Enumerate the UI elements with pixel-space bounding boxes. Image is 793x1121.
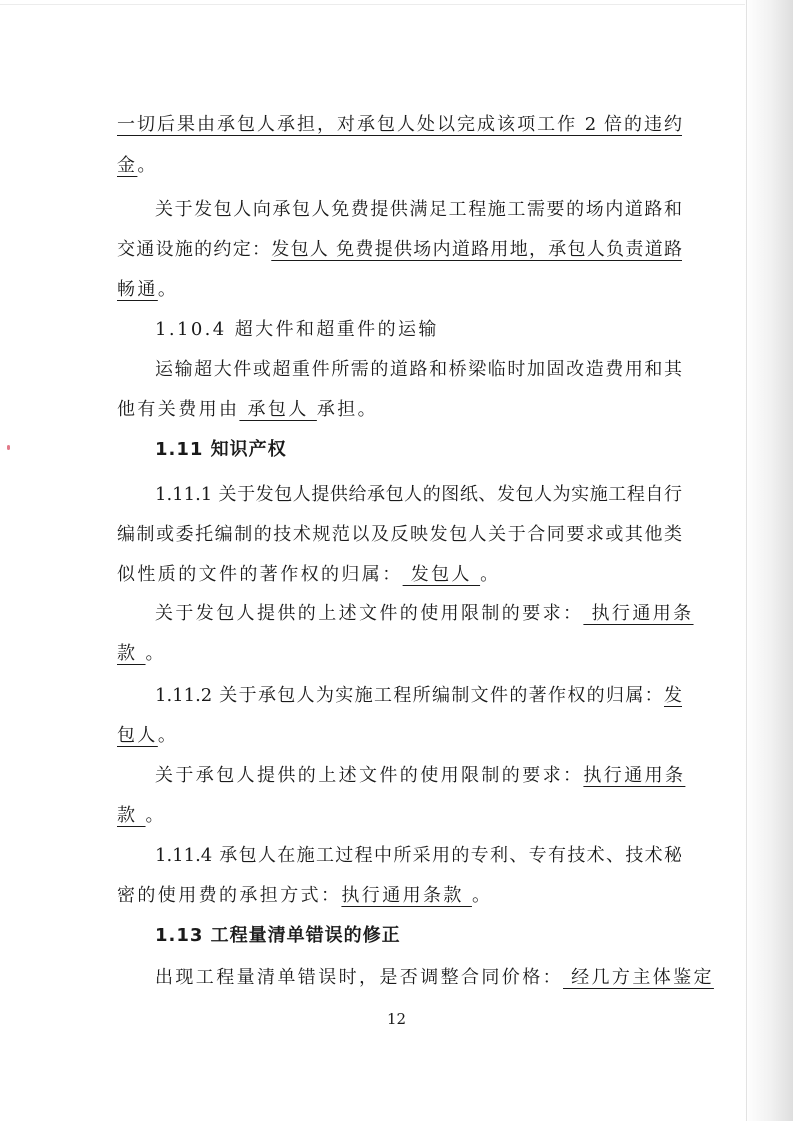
scan-edge-line [746, 0, 747, 1121]
body-line: 畅通。 [117, 279, 179, 300]
body-line: 密的使用费的承担方式：执行通用条款 。 [117, 885, 493, 906]
body-line: 关于发包人提供的上述文件的使用限制的要求： 执行通用条 [155, 603, 694, 624]
body-line: 他有关费用由 承包人 承担。 [117, 399, 379, 420]
scan-speck [7, 445, 10, 450]
body-line: 1.11.2 关于承包人为实施工程所编制文件的著作权的归属：发 [155, 685, 682, 706]
page-number: 12 [386, 1010, 407, 1028]
body-line: 金。 [117, 155, 158, 176]
body-line: 包人。 [117, 725, 179, 746]
body-line: 款 。 [117, 805, 166, 826]
section-heading-1-13: 1.13 工程量清单错误的修正 [155, 925, 401, 946]
body-line: 1.11.1 关于发包人提供给承包人的图纸、发包人为实施工程自行 [155, 484, 682, 505]
body-line: 关于发包人向承包人免费提供满足工程施工需要的场内道路和 [155, 199, 682, 220]
scan-edge-shadow [745, 0, 793, 1121]
scan-top-line [0, 4, 745, 5]
body-line: 出现工程量清单错误时，是否调整合同价格： 经几方主体鉴定 [155, 967, 714, 988]
body-line: 1.11.4 承包人在施工过程中所采用的专利、专有技术、技术秘 [155, 845, 682, 866]
body-line: 运输超大件或超重件所需的道路和桥梁临时加固改造费用和其 [155, 359, 682, 380]
body-line: 似性质的文件的著作权的归属： 发包人 。 [117, 564, 501, 585]
body-line: 关于承包人提供的上述文件的使用限制的要求：执行通用条 [155, 765, 686, 786]
section-heading-1-10-4: 1.10.4 超大件和超重件的运输 [155, 319, 439, 340]
body-line: 交通设施的约定：发包人 免费提供场内道路用地，承包人负责道路 [117, 239, 682, 260]
section-heading-1-11: 1.11 知识产权 [155, 439, 287, 460]
body-line: 一切后果由承包人承担，对承包人处以完成该项工作 2 倍的违约 [117, 114, 682, 135]
body-line: 编制或委托编制的技术规范以及反映发包人关于合同要求或其他类 [117, 524, 682, 545]
body-line: 款 。 [117, 643, 166, 664]
